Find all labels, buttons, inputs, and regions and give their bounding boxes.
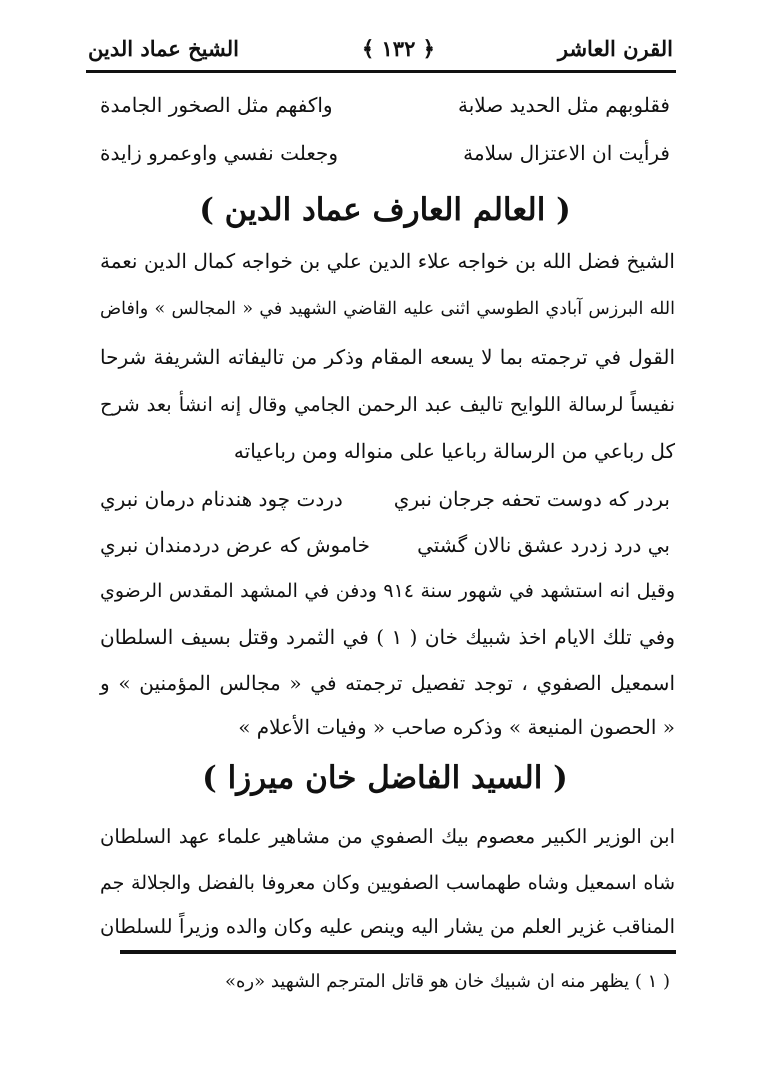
running-head-century: القرن العاشر bbox=[557, 35, 673, 61]
section-heading: ( العالم العارف عماد الدين ) bbox=[199, 192, 571, 228]
body-line: المناقب غزير العلم من يشار اليه وينص عليه وكان والده وزيراً للسلطان bbox=[100, 915, 675, 938]
verse-line bbox=[100, 530, 670, 560]
verse-hemistich-second: دردت چود هندنام درمان نبري bbox=[100, 487, 343, 511]
body-line: القول في ترجمته بما لا يسعه المقام وذكر من تاليفاته الشريفة شرحا bbox=[100, 345, 675, 369]
body-line: شاه اسمعيل وشاه طهماسب الصفويين وكان معروفا بالفضل والجلالة جم bbox=[100, 872, 675, 894]
verse-hemistich-second: واكفهم مثل الصخور الجامدة bbox=[100, 93, 333, 117]
section-heading: ( السيد الفاضل خان ميرزا ) bbox=[202, 760, 568, 796]
footnote-rule bbox=[120, 950, 676, 954]
verse-hemistich-second: وجعلت نفسي واوعمرو زايدة bbox=[100, 141, 339, 165]
body-line: الشيخ فضل الله بن خواجه علاء الدين علي بن خواجه كمال الدين نعمة bbox=[100, 249, 675, 273]
verse-hemistich-first: فقلوبهم مثل الحديد صلابة bbox=[457, 93, 670, 117]
page-header bbox=[88, 26, 673, 70]
page-number: ﴿ ١٣٢ ﴾ bbox=[361, 35, 435, 61]
verse-line bbox=[100, 484, 670, 514]
footnote: ( ١ ) يظهر منه ان شبيك خان هو قاتل المترجم الشهيد «ره» bbox=[224, 971, 670, 992]
body-line: الله البرزس آبادي الطوسي اثنى عليه القاضي الشهيد في « المجالس » وافاض bbox=[100, 299, 675, 319]
body-line: وفي تلك الايام اخذ شبيك خان ( ١ ) في الثمرد وقتل بسيف السلطان bbox=[100, 625, 675, 649]
verse-hemistich-first: بي درد زدرد عشق نالان گشتي bbox=[417, 533, 670, 557]
body-line: كل رباعي من الرسالة رباعيا على منواله ومن رباعياته bbox=[233, 439, 675, 463]
body-line: « الحصون المنيعة » وذكره صاحب « وفيات الأعلام » bbox=[238, 715, 675, 739]
body-line: ابن الوزير الكبير معصوم بيك الصفوي من مشاهير علماء عهد السلطان bbox=[100, 825, 675, 848]
verse-line bbox=[100, 138, 670, 168]
verse-hemistich-first: فرأيت ان الاعتزال سلامة bbox=[463, 141, 670, 165]
verse-line bbox=[100, 90, 670, 120]
verse-hemistich-second: خاموش كه عرض دردمندان نبري bbox=[100, 533, 370, 557]
body-line: اسمعيل الصفوي ، توجد تفصيل ترجمته في « مجالس المؤمنين » و bbox=[100, 671, 675, 695]
body-line: نفيساً لرسالة اللوايح تاليف عبد الرحمن الجامي وقال إنه انشأ بعد شرح bbox=[100, 393, 675, 416]
verse-hemistich-first: بردر كه دوست تحفه جرجان نبري bbox=[393, 487, 670, 511]
running-head-title: الشيخ عماد الدين bbox=[88, 35, 239, 61]
header-rule bbox=[86, 70, 676, 73]
body-line: وقيل انه استشهد في شهور سنة ٩١٤ ودفن في المشهد المقدس الرضوي bbox=[100, 580, 676, 602]
